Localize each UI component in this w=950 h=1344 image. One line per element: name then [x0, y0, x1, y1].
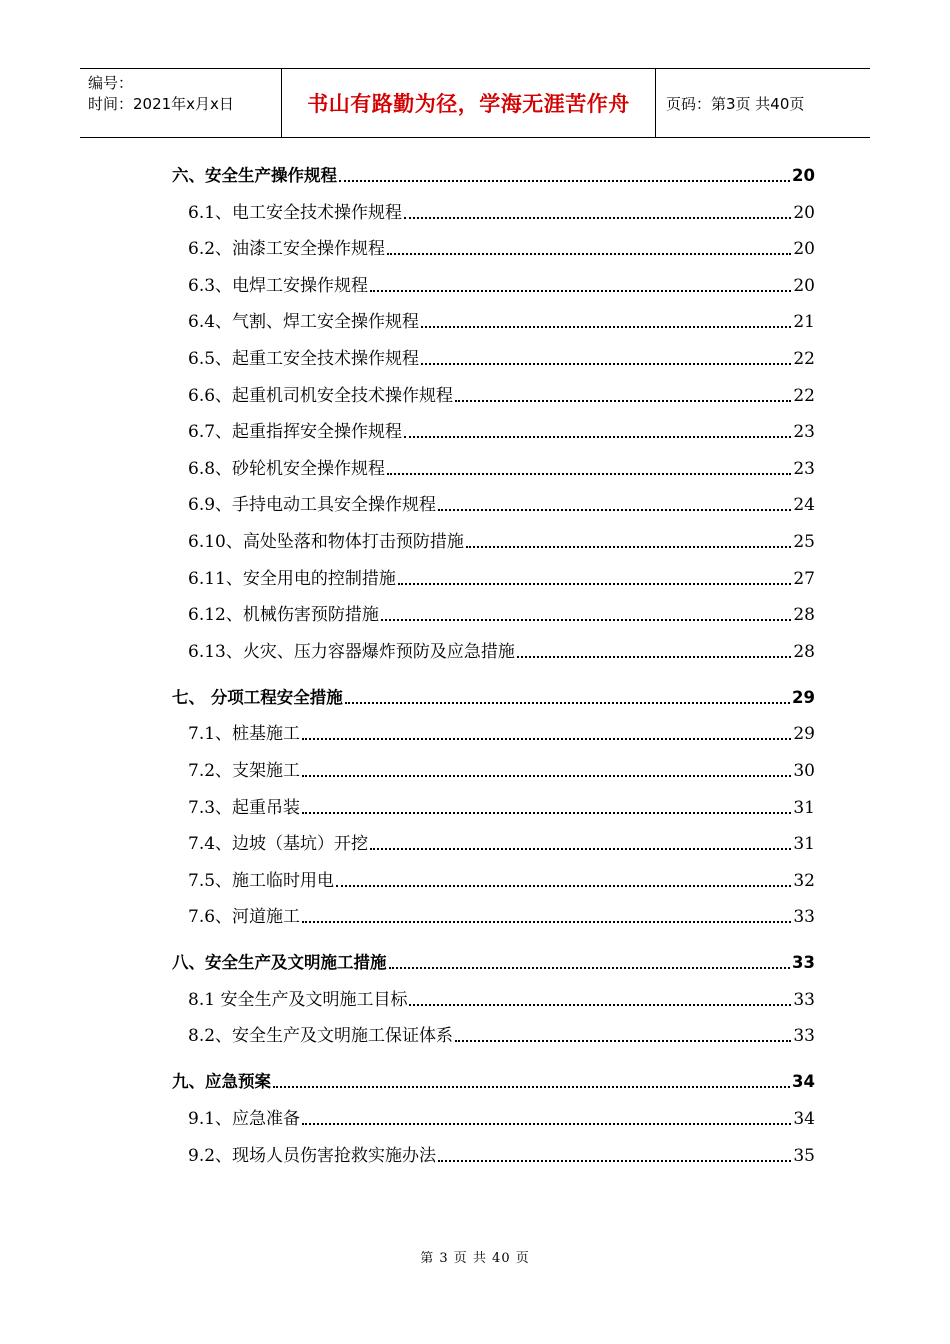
- toc-entry-page: 22: [793, 385, 815, 406]
- toc-entry-title: 7.6、河道施工: [188, 907, 301, 928]
- toc-entry-title: 6.7、起重指挥安全操作规程: [188, 422, 403, 443]
- toc-entry-page: 24: [793, 495, 815, 516]
- toc-entry-title: 6.6、起重机司机安全技术操作规程: [188, 385, 454, 406]
- toc-entry-page: 29: [792, 687, 815, 707]
- toc-dot-leader: [466, 546, 792, 548]
- toc-entry-title: 7.5、施工临时用电: [188, 870, 335, 891]
- toc-dot-leader: [389, 967, 791, 969]
- toc-entry-page: 29: [793, 724, 815, 745]
- toc-entry-title: 七、 分项工程安全措施: [172, 687, 343, 707]
- header-page-info: 页码：第3页 共40页: [666, 94, 805, 113]
- toc-dot-leader: [345, 702, 790, 704]
- toc-section-entry[interactable]: [172, 930, 815, 976]
- toc-entry-page: 31: [793, 797, 815, 818]
- toc-entry-page: 20: [792, 166, 815, 185]
- toc-entry-page: 33: [793, 989, 815, 1010]
- toc-dot-leader: [517, 656, 792, 658]
- toc-dot-leader: [302, 812, 791, 814]
- toc-subsection-entry[interactable]: [172, 711, 815, 748]
- toc-entry-title: 六、安全生产操作规程: [172, 166, 337, 185]
- toc-subsection-entry[interactable]: [172, 894, 815, 931]
- toc-dot-leader: [302, 738, 791, 740]
- toc-entry-title: 6.8、砂轮机安全操作规程: [188, 458, 386, 479]
- toc-entry-page: 20: [793, 275, 815, 296]
- toc-dot-leader: [409, 1004, 791, 1006]
- toc-entry-title: 7.2、支架施工: [188, 760, 301, 781]
- toc-dot-leader: [387, 253, 791, 255]
- toc-dot-leader: [336, 885, 791, 887]
- toc-entry-title: 9.1、应急准备: [188, 1109, 301, 1130]
- toc-entry-page: 22: [793, 348, 815, 369]
- toc-dot-leader: [421, 326, 791, 328]
- toc-section-entry[interactable]: [172, 1049, 815, 1095]
- toc-subsection-entry[interactable]: [172, 628, 815, 665]
- header-meta: [80, 69, 282, 137]
- toc-dot-leader: [302, 921, 791, 923]
- toc-dot-leader: [455, 400, 791, 402]
- toc-dot-leader: [438, 1160, 791, 1162]
- toc-dot-leader: [404, 436, 791, 438]
- header-motto: 书山有路勤为径，学海无涯苦作舟: [282, 69, 656, 137]
- toc-entry-page: 21: [793, 312, 815, 333]
- toc-section-entry[interactable]: [172, 665, 815, 711]
- toc-subsection-entry[interactable]: [172, 747, 815, 784]
- toc-subsection-entry[interactable]: [172, 189, 815, 226]
- toc-entry-page: 20: [793, 202, 815, 223]
- toc-entry-title: 6.4、气割、焊工安全操作规程: [188, 312, 420, 333]
- toc-entry-title: 6.2、油漆工安全操作规程: [188, 239, 386, 260]
- toc-entry-page: 35: [793, 1145, 815, 1166]
- toc-entry-title: 6.10、高处坠落和物体打击预防措施: [188, 531, 464, 552]
- serial-label: 编号：: [88, 74, 134, 92]
- toc-entry-title: 6.13、火灾、压力容器爆炸预防及应急措施: [188, 641, 515, 662]
- toc-entry-page: 34: [793, 1109, 815, 1130]
- toc-entry-title: 6.11、安全用电的控制措施: [188, 568, 396, 589]
- toc-subsection-entry[interactable]: [172, 976, 815, 1013]
- toc-dot-leader: [398, 583, 792, 585]
- toc-subsection-entry[interactable]: [172, 409, 815, 446]
- toc-dot-leader: [302, 775, 791, 777]
- toc-dot-leader: [302, 1123, 791, 1125]
- toc-entry-title: 7.3、起重吊装: [188, 797, 301, 818]
- toc-entry-page: 32: [793, 870, 815, 891]
- toc-dot-leader: [339, 180, 790, 182]
- toc-entry-page: 33: [793, 907, 815, 928]
- toc-subsection-entry[interactable]: [172, 335, 815, 372]
- toc-entry-title: 6.5、起重工安全技术操作规程: [188, 348, 420, 369]
- toc-entry-page: 33: [793, 1026, 815, 1047]
- toc-subsection-entry[interactable]: [172, 784, 815, 821]
- page-header: [80, 68, 870, 138]
- time-label: 时间：2021年x月x日: [88, 95, 234, 113]
- toc-subsection-entry[interactable]: [172, 518, 815, 555]
- toc-entry-title: 7.1、桩基施工: [188, 724, 301, 745]
- toc-subsection-entry[interactable]: [172, 1013, 815, 1050]
- toc-dot-leader: [381, 619, 792, 621]
- toc-entry-title: 6.3、电焊工安操作规程: [188, 275, 369, 296]
- toc-entry-page: 25: [793, 531, 815, 552]
- toc-subsection-entry[interactable]: [172, 857, 815, 894]
- toc-entry-page: 23: [793, 422, 815, 443]
- toc-entry-title: 8.2、安全生产及文明施工保证体系: [188, 1026, 454, 1047]
- toc-dot-leader: [438, 509, 791, 511]
- toc-subsection-entry[interactable]: [172, 226, 815, 263]
- toc-entry-title: 9.2、现场人员伤害抢救实施办法: [188, 1145, 437, 1166]
- toc-entry-page: 28: [793, 605, 815, 626]
- toc-subsection-entry[interactable]: [172, 821, 815, 858]
- toc-entry-title: 8.1 安全生产及文明施工目标: [188, 989, 408, 1010]
- toc-subsection-entry[interactable]: [172, 555, 815, 592]
- toc-subsection-entry[interactable]: [172, 592, 815, 629]
- toc-section-entry[interactable]: [172, 153, 815, 189]
- toc-dot-leader: [273, 1086, 790, 1088]
- toc-dot-leader: [370, 848, 791, 850]
- toc-entry-page: 34: [792, 1072, 815, 1092]
- toc-subsection-entry[interactable]: [172, 1132, 815, 1169]
- toc-entry-page: 20: [793, 239, 815, 260]
- toc-entry-title: 6.1、电工安全技术操作规程: [188, 202, 403, 223]
- toc-entry-title: 6.9、手持电动工具安全操作规程: [188, 495, 437, 516]
- toc-entry-page: 31: [793, 834, 815, 855]
- page-footer: 第 3 页 共 40 页: [420, 1251, 530, 1266]
- toc-entry-page: 30: [793, 760, 815, 781]
- toc-dot-leader: [387, 473, 791, 475]
- toc-dot-leader: [455, 1040, 791, 1042]
- toc-entry-page: 23: [793, 458, 815, 479]
- toc-subsection-entry[interactable]: [172, 445, 815, 482]
- toc-dot-leader: [421, 363, 791, 365]
- toc-subsection-entry[interactable]: [172, 372, 815, 409]
- toc-entry-title: 八、安全生产及文明施工措施: [172, 953, 387, 973]
- toc-entry-page: 33: [792, 953, 815, 973]
- table-of-contents: [172, 153, 815, 1169]
- toc-entry-page: 27: [793, 568, 815, 589]
- toc-dot-leader: [404, 217, 791, 219]
- toc-subsection-entry[interactable]: [172, 1095, 815, 1132]
- toc-subsection-entry[interactable]: [172, 482, 815, 519]
- toc-entry-page: 28: [793, 641, 815, 662]
- toc-entry-title: 7.4、边坡（基坑）开挖: [188, 834, 369, 855]
- toc-entry-title: 6.12、机械伤害预防措施: [188, 605, 379, 626]
- toc-subsection-entry[interactable]: [172, 299, 815, 336]
- toc-subsection-entry[interactable]: [172, 262, 815, 299]
- toc-entry-title: 九、应急预案: [172, 1072, 271, 1092]
- toc-dot-leader: [370, 290, 791, 292]
